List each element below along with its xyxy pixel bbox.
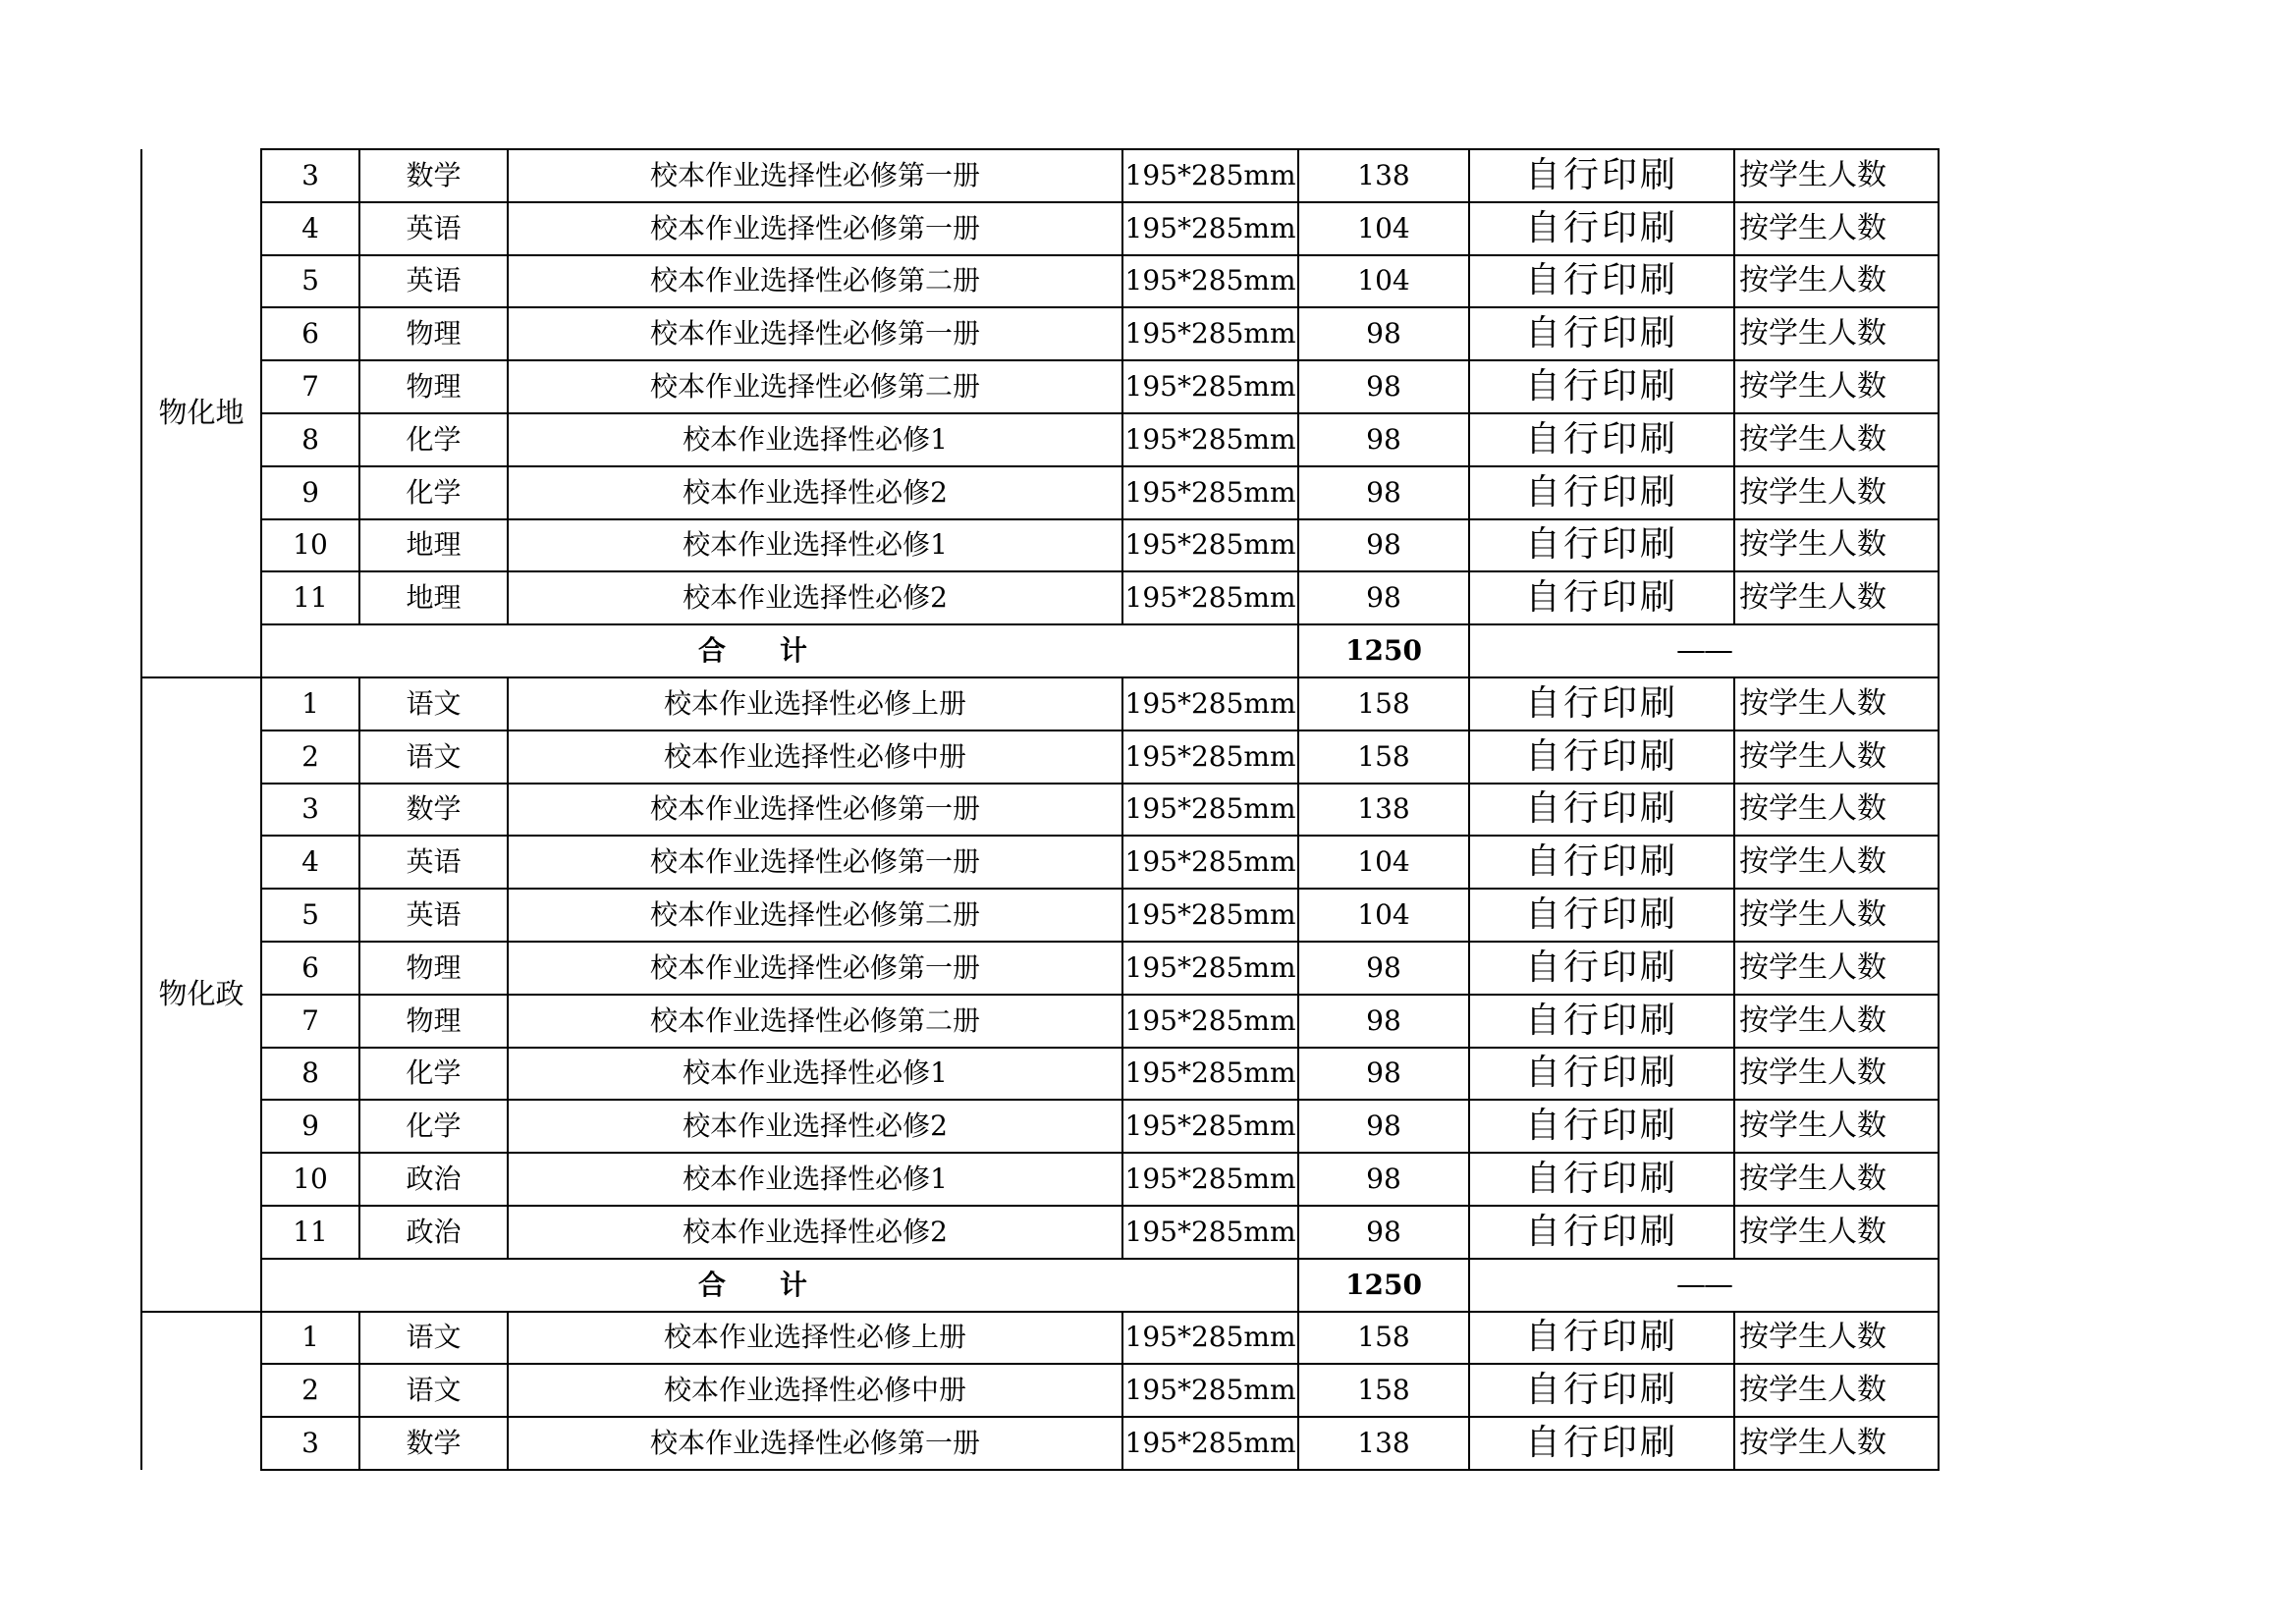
paper-size-cell: 195*285mm <box>1122 360 1298 413</box>
quantity-basis-cell: 按学生人数 <box>1734 1312 1939 1365</box>
subject-cell: 英语 <box>359 889 508 942</box>
subject-cell: 地理 <box>359 571 508 624</box>
table-body <box>141 149 1939 1470</box>
quantity-cell: 104 <box>1298 202 1469 255</box>
quantity-cell: 138 <box>1298 784 1469 837</box>
book-title-cell: 校本作业选择性必修第一册 <box>508 307 1122 360</box>
quantity-cell: 158 <box>1298 1312 1469 1365</box>
quantity-basis-cell: 按学生人数 <box>1734 889 1939 942</box>
subject-cell: 化学 <box>359 413 508 466</box>
subject-cell: 英语 <box>359 255 508 308</box>
book-title-cell: 校本作业选择性必修上册 <box>508 1312 1122 1365</box>
print-method-cell: 自行印刷 <box>1469 1417 1734 1470</box>
paper-size-cell: 195*285mm <box>1122 784 1298 837</box>
row-number-cell: 6 <box>261 942 359 995</box>
print-method-cell: 自行印刷 <box>1469 202 1734 255</box>
table-row <box>141 466 1939 519</box>
book-title-cell: 校本作业选择性必修2 <box>508 1100 1122 1153</box>
subject-cell: 数学 <box>359 149 508 202</box>
paper-size-cell: 195*285mm <box>1122 889 1298 942</box>
table-row <box>141 995 1939 1048</box>
paper-size-cell: 195*285mm <box>1122 995 1298 1048</box>
quantity-cell: 98 <box>1298 942 1469 995</box>
quantity-cell: 98 <box>1298 519 1469 572</box>
quantity-basis-cell: 按学生人数 <box>1734 1364 1939 1417</box>
table-row <box>141 1206 1939 1259</box>
subject-cell: 政治 <box>359 1206 508 1259</box>
quantity-cell: 104 <box>1298 255 1469 308</box>
row-number-cell: 11 <box>261 1206 359 1259</box>
row-number-cell: 2 <box>261 1364 359 1417</box>
table-row <box>141 1100 1939 1153</box>
book-title-cell: 校本作业选择性必修第一册 <box>508 149 1122 202</box>
book-title-cell: 校本作业选择性必修2 <box>508 571 1122 624</box>
subject-cell: 物理 <box>359 307 508 360</box>
quantity-basis-cell: 按学生人数 <box>1734 571 1939 624</box>
total-quantity: 1250 <box>1298 624 1469 677</box>
book-title-cell: 校本作业选择性必修2 <box>508 1206 1122 1259</box>
subject-cell: 化学 <box>359 466 508 519</box>
textbook-order-table <box>140 148 1940 1471</box>
paper-size-cell: 195*285mm <box>1122 519 1298 572</box>
print-method-cell: 自行印刷 <box>1469 1048 1734 1101</box>
book-title-cell: 校本作业选择性必修上册 <box>508 677 1122 730</box>
subject-cell: 语文 <box>359 1364 508 1417</box>
row-number-cell: 7 <box>261 995 359 1048</box>
quantity-basis-cell: 按学生人数 <box>1734 730 1939 784</box>
subject-cell: 物理 <box>359 995 508 1048</box>
quantity-basis-cell: 按学生人数 <box>1734 255 1939 308</box>
quantity-cell: 104 <box>1298 889 1469 942</box>
subject-cell: 英语 <box>359 202 508 255</box>
group-label: 物化政 <box>141 677 261 1312</box>
paper-size-cell: 195*285mm <box>1122 1153 1298 1206</box>
row-number-cell: 3 <box>261 1417 359 1470</box>
table-row <box>141 149 1939 202</box>
quantity-basis-cell: 按学生人数 <box>1734 995 1939 1048</box>
print-method-cell: 自行印刷 <box>1469 1206 1734 1259</box>
quantity-cell: 98 <box>1298 360 1469 413</box>
paper-size-cell: 195*285mm <box>1122 836 1298 889</box>
quantity-cell: 138 <box>1298 1417 1469 1470</box>
quantity-cell: 98 <box>1298 995 1469 1048</box>
book-title-cell: 校本作业选择性必修第一册 <box>508 942 1122 995</box>
subject-cell: 英语 <box>359 836 508 889</box>
row-number-cell: 1 <box>261 677 359 730</box>
print-method-cell: 自行印刷 <box>1469 1312 1734 1365</box>
print-method-cell: 自行印刷 <box>1469 413 1734 466</box>
paper-size-cell: 195*285mm <box>1122 255 1298 308</box>
quantity-basis-cell: 按学生人数 <box>1734 413 1939 466</box>
quantity-basis-cell: 按学生人数 <box>1734 307 1939 360</box>
subject-cell: 数学 <box>359 784 508 837</box>
print-method-cell: 自行印刷 <box>1469 255 1734 308</box>
book-title-cell: 校本作业选择性必修第一册 <box>508 836 1122 889</box>
quantity-basis-cell: 按学生人数 <box>1734 677 1939 730</box>
print-method-cell: 自行印刷 <box>1469 1153 1734 1206</box>
table-row <box>141 571 1939 624</box>
book-title-cell: 校本作业选择性必修第二册 <box>508 255 1122 308</box>
row-number-cell: 5 <box>261 889 359 942</box>
print-method-cell: 自行印刷 <box>1469 995 1734 1048</box>
print-method-cell: 自行印刷 <box>1469 730 1734 784</box>
quantity-cell: 158 <box>1298 1364 1469 1417</box>
quantity-cell: 98 <box>1298 571 1469 624</box>
paper-size-cell: 195*285mm <box>1122 1312 1298 1365</box>
row-number-cell: 8 <box>261 413 359 466</box>
row-number-cell: 5 <box>261 255 359 308</box>
quantity-basis-cell: 按学生人数 <box>1734 1206 1939 1259</box>
row-number-cell: 6 <box>261 307 359 360</box>
paper-size-cell: 195*285mm <box>1122 149 1298 202</box>
paper-size-cell: 195*285mm <box>1122 1364 1298 1417</box>
table-row <box>141 677 1939 730</box>
paper-size-cell: 195*285mm <box>1122 307 1298 360</box>
quantity-basis-cell: 按学生人数 <box>1734 784 1939 837</box>
paper-size-cell: 195*285mm <box>1122 942 1298 995</box>
book-title-cell: 校本作业选择性必修中册 <box>508 730 1122 784</box>
row-number-cell: 8 <box>261 1048 359 1101</box>
quantity-basis-cell: 按学生人数 <box>1734 519 1939 572</box>
quantity-cell: 98 <box>1298 1206 1469 1259</box>
paper-size-cell: 195*285mm <box>1122 1048 1298 1101</box>
paper-size-cell: 195*285mm <box>1122 571 1298 624</box>
quantity-basis-cell: 按学生人数 <box>1734 149 1939 202</box>
total-label: 合计 <box>261 1259 1298 1312</box>
quantity-cell: 138 <box>1298 149 1469 202</box>
quantity-basis-cell: 按学生人数 <box>1734 1417 1939 1470</box>
table-row <box>141 413 1939 466</box>
total-row <box>141 1259 1939 1312</box>
quantity-basis-cell: 按学生人数 <box>1734 1100 1939 1153</box>
book-title-cell: 校本作业选择性必修第二册 <box>508 360 1122 413</box>
quantity-basis-cell: 按学生人数 <box>1734 360 1939 413</box>
paper-size-cell: 195*285mm <box>1122 202 1298 255</box>
table-row <box>141 889 1939 942</box>
group-label: 物化地 <box>141 149 261 677</box>
table-row <box>141 1417 1939 1470</box>
subject-cell: 政治 <box>359 1153 508 1206</box>
row-number-cell: 11 <box>261 571 359 624</box>
subject-cell: 化学 <box>359 1100 508 1153</box>
table-row <box>141 255 1939 308</box>
quantity-basis-cell: 按学生人数 <box>1734 466 1939 519</box>
table-row <box>141 1364 1939 1417</box>
quantity-cell: 104 <box>1298 836 1469 889</box>
table-row <box>141 307 1939 360</box>
row-number-cell: 10 <box>261 519 359 572</box>
paper-size-cell: 195*285mm <box>1122 466 1298 519</box>
row-number-cell: 3 <box>261 784 359 837</box>
print-method-cell: 自行印刷 <box>1469 1100 1734 1153</box>
print-method-cell: 自行印刷 <box>1469 149 1734 202</box>
group-label <box>141 1312 261 1470</box>
row-number-cell: 1 <box>261 1312 359 1365</box>
paper-size-cell: 195*285mm <box>1122 1206 1298 1259</box>
total-dash: —— <box>1469 1259 1939 1312</box>
row-number-cell: 3 <box>261 149 359 202</box>
book-title-cell: 校本作业选择性必修第二册 <box>508 995 1122 1048</box>
book-title-cell: 校本作业选择性必修1 <box>508 1153 1122 1206</box>
total-label: 合计 <box>261 624 1298 677</box>
print-method-cell: 自行印刷 <box>1469 942 1734 995</box>
table-row <box>141 836 1939 889</box>
quantity-basis-cell: 按学生人数 <box>1734 942 1939 995</box>
quantity-cell: 98 <box>1298 413 1469 466</box>
table-row <box>141 1153 1939 1206</box>
book-title-cell: 校本作业选择性必修1 <box>508 413 1122 466</box>
table-row <box>141 519 1939 572</box>
table-row <box>141 202 1939 255</box>
print-method-cell: 自行印刷 <box>1469 836 1734 889</box>
subject-cell: 地理 <box>359 519 508 572</box>
book-title-cell: 校本作业选择性必修1 <box>508 519 1122 572</box>
book-title-cell: 校本作业选择性必修第一册 <box>508 1417 1122 1470</box>
table-row <box>141 730 1939 784</box>
book-title-cell: 校本作业选择性必修中册 <box>508 1364 1122 1417</box>
print-method-cell: 自行印刷 <box>1469 889 1734 942</box>
subject-cell: 语文 <box>359 677 508 730</box>
quantity-cell: 158 <box>1298 730 1469 784</box>
row-number-cell: 4 <box>261 202 359 255</box>
subject-cell: 语文 <box>359 1312 508 1365</box>
print-method-cell: 自行印刷 <box>1469 466 1734 519</box>
total-dash: —— <box>1469 624 1939 677</box>
quantity-cell: 98 <box>1298 1153 1469 1206</box>
book-title-cell: 校本作业选择性必修第一册 <box>508 202 1122 255</box>
table-row <box>141 942 1939 995</box>
row-number-cell: 7 <box>261 360 359 413</box>
print-method-cell: 自行印刷 <box>1469 360 1734 413</box>
paper-size-cell: 195*285mm <box>1122 1100 1298 1153</box>
row-number-cell: 4 <box>261 836 359 889</box>
row-number-cell: 10 <box>261 1153 359 1206</box>
total-quantity: 1250 <box>1298 1259 1469 1312</box>
table-row <box>141 1048 1939 1101</box>
subject-cell: 物理 <box>359 942 508 995</box>
paper-size-cell: 195*285mm <box>1122 1417 1298 1470</box>
book-title-cell: 校本作业选择性必修第一册 <box>508 784 1122 837</box>
print-method-cell: 自行印刷 <box>1469 307 1734 360</box>
paper-size-cell: 195*285mm <box>1122 677 1298 730</box>
subject-cell: 语文 <box>359 730 508 784</box>
row-number-cell: 2 <box>261 730 359 784</box>
subject-cell: 数学 <box>359 1417 508 1470</box>
print-method-cell: 自行印刷 <box>1469 571 1734 624</box>
book-title-cell: 校本作业选择性必修1 <box>508 1048 1122 1101</box>
quantity-cell: 98 <box>1298 1100 1469 1153</box>
print-method-cell: 自行印刷 <box>1469 784 1734 837</box>
quantity-basis-cell: 按学生人数 <box>1734 1153 1939 1206</box>
total-row <box>141 624 1939 677</box>
paper-size-cell: 195*285mm <box>1122 730 1298 784</box>
subject-cell: 化学 <box>359 1048 508 1101</box>
row-number-cell: 9 <box>261 1100 359 1153</box>
subject-cell: 物理 <box>359 360 508 413</box>
table-row <box>141 360 1939 413</box>
quantity-cell: 158 <box>1298 677 1469 730</box>
book-title-cell: 校本作业选择性必修2 <box>508 466 1122 519</box>
quantity-cell: 98 <box>1298 466 1469 519</box>
row-number-cell: 9 <box>261 466 359 519</box>
quantity-basis-cell: 按学生人数 <box>1734 1048 1939 1101</box>
print-method-cell: 自行印刷 <box>1469 677 1734 730</box>
quantity-basis-cell: 按学生人数 <box>1734 202 1939 255</box>
quantity-cell: 98 <box>1298 1048 1469 1101</box>
quantity-basis-cell: 按学生人数 <box>1734 836 1939 889</box>
table-row <box>141 1312 1939 1365</box>
book-title-cell: 校本作业选择性必修第二册 <box>508 889 1122 942</box>
quantity-cell: 98 <box>1298 307 1469 360</box>
paper-size-cell: 195*285mm <box>1122 413 1298 466</box>
table-row <box>141 784 1939 837</box>
print-method-cell: 自行印刷 <box>1469 1364 1734 1417</box>
print-method-cell: 自行印刷 <box>1469 519 1734 572</box>
